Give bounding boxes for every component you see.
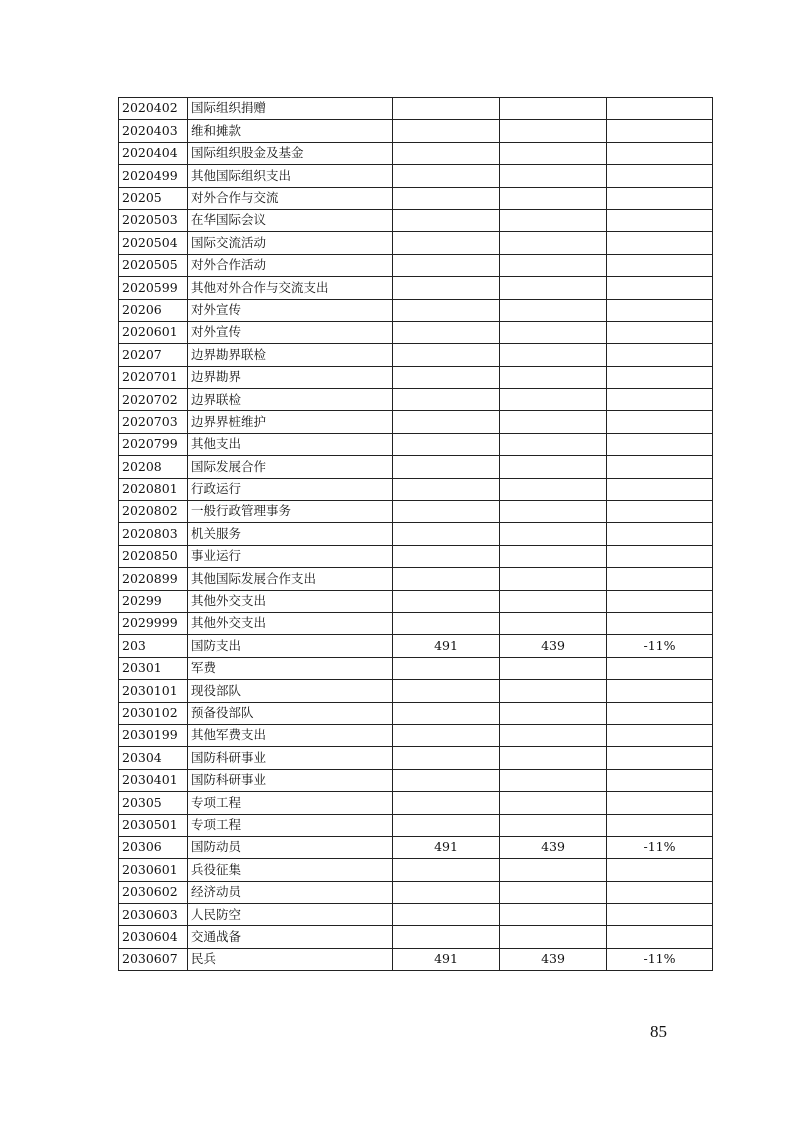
name-cell: 民兵 — [188, 948, 393, 970]
value-cell-a — [393, 501, 500, 523]
value-cell-a — [393, 926, 500, 948]
value-cell-a — [393, 187, 500, 209]
name-cell: 维和摊款 — [188, 120, 393, 142]
code-cell: 2020703 — [119, 411, 188, 433]
name-cell: 其他国际发展合作支出 — [188, 568, 393, 590]
value-cell-b — [500, 814, 607, 836]
value-cell-b — [500, 433, 607, 455]
budget-table — [118, 97, 713, 971]
table-row — [119, 254, 713, 276]
value-cell-b — [500, 612, 607, 634]
name-cell: 国际发展合作 — [188, 456, 393, 478]
change-cell — [607, 187, 713, 209]
table-row — [119, 187, 713, 209]
table-row — [119, 904, 713, 926]
change-cell — [607, 254, 713, 276]
value-cell-b — [500, 344, 607, 366]
value-cell-b — [500, 859, 607, 881]
change-cell — [607, 209, 713, 231]
name-cell: 专项工程 — [188, 814, 393, 836]
code-cell: 2020850 — [119, 545, 188, 567]
code-cell: 2020701 — [119, 366, 188, 388]
change-cell: -11% — [607, 635, 713, 657]
value-cell-b — [500, 187, 607, 209]
value-cell-b: 439 — [500, 948, 607, 970]
value-cell-b — [500, 926, 607, 948]
change-cell — [607, 321, 713, 343]
value-cell-b — [500, 254, 607, 276]
change-cell — [607, 366, 713, 388]
value-cell-b — [500, 98, 607, 120]
name-cell: 交通战备 — [188, 926, 393, 948]
value-cell-b: 439 — [500, 635, 607, 657]
value-cell-a — [393, 142, 500, 164]
value-cell-a — [393, 209, 500, 231]
value-cell-a — [393, 366, 500, 388]
change-cell — [607, 680, 713, 702]
change-cell — [607, 747, 713, 769]
code-cell: 2020402 — [119, 98, 188, 120]
change-cell — [607, 478, 713, 500]
code-cell: 2030603 — [119, 904, 188, 926]
code-cell: 20206 — [119, 299, 188, 321]
change-cell — [607, 277, 713, 299]
change-cell — [607, 769, 713, 791]
value-cell-a — [393, 881, 500, 903]
table-row — [119, 724, 713, 746]
value-cell-a — [393, 769, 500, 791]
change-cell: -11% — [607, 948, 713, 970]
change-cell — [607, 568, 713, 590]
table-row — [119, 299, 713, 321]
name-cell: 其他军费支出 — [188, 724, 393, 746]
value-cell-b — [500, 366, 607, 388]
table-row — [119, 433, 713, 455]
code-cell: 2030501 — [119, 814, 188, 836]
table-row — [119, 142, 713, 164]
table-row — [119, 836, 713, 858]
change-cell — [607, 881, 713, 903]
change-cell — [607, 657, 713, 679]
change-cell — [607, 612, 713, 634]
value-cell-a — [393, 859, 500, 881]
code-cell: 2020503 — [119, 209, 188, 231]
change-cell — [607, 389, 713, 411]
table-row — [119, 344, 713, 366]
name-cell: 一般行政管理事务 — [188, 501, 393, 523]
table-row — [119, 98, 713, 120]
code-cell: 20299 — [119, 590, 188, 612]
table-row — [119, 702, 713, 724]
value-cell-a — [393, 389, 500, 411]
code-cell: 203 — [119, 635, 188, 657]
name-cell: 事业运行 — [188, 545, 393, 567]
table-row — [119, 478, 713, 500]
table-row — [119, 165, 713, 187]
code-cell: 2020803 — [119, 523, 188, 545]
name-cell: 边界勘界联检 — [188, 344, 393, 366]
value-cell-a — [393, 612, 500, 634]
name-cell: 其他支出 — [188, 433, 393, 455]
value-cell-a: 491 — [393, 836, 500, 858]
value-cell-a — [393, 165, 500, 187]
code-cell: 20305 — [119, 792, 188, 814]
code-cell: 2030607 — [119, 948, 188, 970]
value-cell-b — [500, 724, 607, 746]
value-cell-a: 491 — [393, 948, 500, 970]
change-cell — [607, 926, 713, 948]
table-row — [119, 389, 713, 411]
value-cell-a — [393, 456, 500, 478]
code-cell: 20205 — [119, 187, 188, 209]
value-cell-b — [500, 299, 607, 321]
value-cell-b — [500, 590, 607, 612]
code-cell: 20207 — [119, 344, 188, 366]
code-cell: 2029999 — [119, 612, 188, 634]
change-cell — [607, 702, 713, 724]
code-cell: 2030604 — [119, 926, 188, 948]
code-cell: 2020505 — [119, 254, 188, 276]
value-cell-b — [500, 792, 607, 814]
code-cell: 2020601 — [119, 321, 188, 343]
change-cell — [607, 98, 713, 120]
value-cell-a: 491 — [393, 635, 500, 657]
change-cell — [607, 545, 713, 567]
value-cell-b — [500, 120, 607, 142]
value-cell-b — [500, 277, 607, 299]
value-cell-a — [393, 657, 500, 679]
value-cell-a — [393, 523, 500, 545]
name-cell: 国际组织捐赠 — [188, 98, 393, 120]
change-cell — [607, 456, 713, 478]
value-cell-a — [393, 120, 500, 142]
value-cell-a — [393, 792, 500, 814]
value-cell-a — [393, 277, 500, 299]
value-cell-a — [393, 411, 500, 433]
table-row — [119, 411, 713, 433]
table-row — [119, 635, 713, 657]
page-number: 85 — [650, 1022, 667, 1041]
name-cell: 其他国际组织支出 — [188, 165, 393, 187]
change-cell — [607, 859, 713, 881]
table-row — [119, 814, 713, 836]
value-cell-b — [500, 165, 607, 187]
code-cell: 20304 — [119, 747, 188, 769]
change-cell — [607, 523, 713, 545]
value-cell-a — [393, 232, 500, 254]
table-row — [119, 568, 713, 590]
table-row — [119, 277, 713, 299]
name-cell: 国际组织股金及基金 — [188, 142, 393, 164]
name-cell: 机关服务 — [188, 523, 393, 545]
value-cell-b — [500, 523, 607, 545]
value-cell-a — [393, 98, 500, 120]
table-row — [119, 209, 713, 231]
value-cell-b — [500, 232, 607, 254]
change-cell — [607, 411, 713, 433]
value-cell-a — [393, 814, 500, 836]
table-row — [119, 590, 713, 612]
name-cell: 对外合作与交流 — [188, 187, 393, 209]
value-cell-b — [500, 142, 607, 164]
value-cell-a — [393, 299, 500, 321]
name-cell: 人民防空 — [188, 904, 393, 926]
value-cell-a — [393, 680, 500, 702]
value-cell-b — [500, 680, 607, 702]
value-cell-b — [500, 568, 607, 590]
table-row — [119, 545, 713, 567]
value-cell-b — [500, 478, 607, 500]
name-cell: 预备役部队 — [188, 702, 393, 724]
value-cell-b — [500, 545, 607, 567]
code-cell: 2020499 — [119, 165, 188, 187]
change-cell — [607, 142, 713, 164]
change-cell — [607, 165, 713, 187]
value-cell-a — [393, 904, 500, 926]
name-cell: 边界联检 — [188, 389, 393, 411]
value-cell-b — [500, 904, 607, 926]
value-cell-a — [393, 568, 500, 590]
table-row — [119, 859, 713, 881]
change-cell — [607, 120, 713, 142]
change-cell — [607, 344, 713, 366]
value-cell-b — [500, 209, 607, 231]
value-cell-b — [500, 389, 607, 411]
table-row — [119, 366, 713, 388]
table-row — [119, 881, 713, 903]
value-cell-a — [393, 545, 500, 567]
value-cell-a — [393, 702, 500, 724]
table-row — [119, 612, 713, 634]
code-cell: 20208 — [119, 456, 188, 478]
code-cell: 2030602 — [119, 881, 188, 903]
value-cell-a — [393, 478, 500, 500]
code-cell: 20306 — [119, 836, 188, 858]
code-cell: 2020799 — [119, 433, 188, 455]
table-row — [119, 747, 713, 769]
name-cell: 对外合作活动 — [188, 254, 393, 276]
table-row — [119, 769, 713, 791]
code-cell: 2020599 — [119, 277, 188, 299]
name-cell: 行政运行 — [188, 478, 393, 500]
value-cell-a — [393, 747, 500, 769]
table-row — [119, 948, 713, 970]
code-cell: 2020504 — [119, 232, 188, 254]
name-cell: 其他外交支出 — [188, 590, 393, 612]
code-cell: 2020801 — [119, 478, 188, 500]
change-cell — [607, 792, 713, 814]
table-row — [119, 657, 713, 679]
table-row — [119, 232, 713, 254]
code-cell: 2030102 — [119, 702, 188, 724]
value-cell-b — [500, 411, 607, 433]
table-row — [119, 680, 713, 702]
name-cell: 国防支出 — [188, 635, 393, 657]
name-cell: 其他外交支出 — [188, 612, 393, 634]
name-cell: 国防动员 — [188, 836, 393, 858]
name-cell: 经济动员 — [188, 881, 393, 903]
value-cell-b — [500, 881, 607, 903]
code-cell: 20301 — [119, 657, 188, 679]
value-cell-a — [393, 321, 500, 343]
table-body — [119, 98, 713, 971]
code-cell: 2030199 — [119, 724, 188, 746]
value-cell-b — [500, 702, 607, 724]
table-row — [119, 120, 713, 142]
value-cell-b — [500, 501, 607, 523]
name-cell: 边界界桩维护 — [188, 411, 393, 433]
code-cell: 2020899 — [119, 568, 188, 590]
value-cell-b — [500, 747, 607, 769]
table-row — [119, 792, 713, 814]
name-cell: 边界勘界 — [188, 366, 393, 388]
change-cell — [607, 814, 713, 836]
value-cell-a — [393, 254, 500, 276]
name-cell: 国防科研事业 — [188, 769, 393, 791]
name-cell: 对外宣传 — [188, 299, 393, 321]
table-row — [119, 523, 713, 545]
change-cell — [607, 904, 713, 926]
name-cell: 在华国际会议 — [188, 209, 393, 231]
value-cell-a — [393, 590, 500, 612]
table-row — [119, 501, 713, 523]
value-cell-a — [393, 433, 500, 455]
value-cell-a — [393, 344, 500, 366]
change-cell: -11% — [607, 836, 713, 858]
name-cell: 兵役征集 — [188, 859, 393, 881]
code-cell: 2020802 — [119, 501, 188, 523]
name-cell: 专项工程 — [188, 792, 393, 814]
value-cell-b — [500, 769, 607, 791]
change-cell — [607, 590, 713, 612]
change-cell — [607, 501, 713, 523]
name-cell: 其他对外合作与交流支出 — [188, 277, 393, 299]
value-cell-b — [500, 321, 607, 343]
value-cell-b — [500, 456, 607, 478]
name-cell: 现役部队 — [188, 680, 393, 702]
value-cell-a — [393, 724, 500, 746]
name-cell: 对外宣传 — [188, 321, 393, 343]
code-cell: 2020404 — [119, 142, 188, 164]
table-row — [119, 456, 713, 478]
change-cell — [607, 724, 713, 746]
code-cell: 2020702 — [119, 389, 188, 411]
change-cell — [607, 433, 713, 455]
name-cell: 军费 — [188, 657, 393, 679]
change-cell — [607, 232, 713, 254]
value-cell-b: 439 — [500, 836, 607, 858]
name-cell: 国际交流活动 — [188, 232, 393, 254]
name-cell: 国防科研事业 — [188, 747, 393, 769]
table-row — [119, 926, 713, 948]
table-row — [119, 321, 713, 343]
code-cell: 2020403 — [119, 120, 188, 142]
code-cell: 2030601 — [119, 859, 188, 881]
code-cell: 2030101 — [119, 680, 188, 702]
value-cell-b — [500, 657, 607, 679]
code-cell: 2030401 — [119, 769, 188, 791]
change-cell — [607, 299, 713, 321]
